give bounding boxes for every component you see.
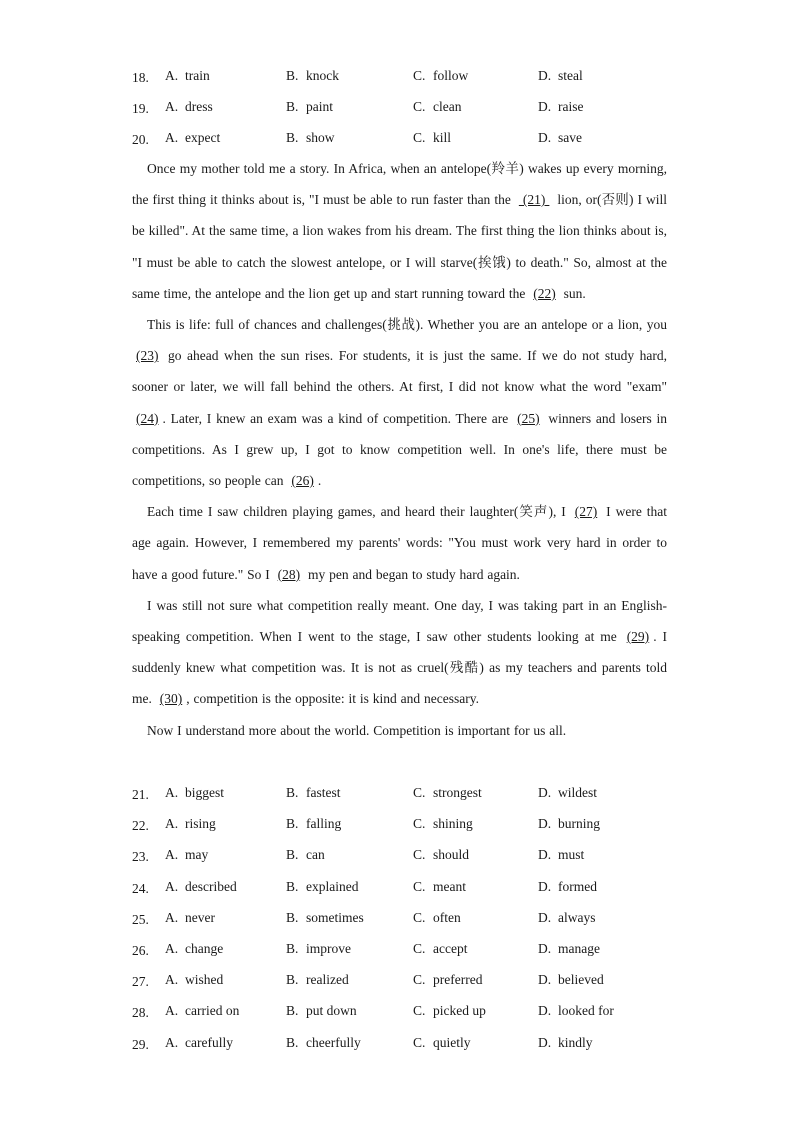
option-letter: C. — [413, 940, 426, 956]
answer-option — [286, 871, 358, 902]
option-text: kill — [433, 130, 452, 146]
blank-21: (21) — [518, 192, 550, 208]
answer-option — [413, 964, 482, 995]
option-text: believed — [558, 972, 604, 988]
option-text: should — [433, 847, 470, 863]
option-letter: D. — [538, 847, 552, 863]
answer-option — [286, 995, 357, 1026]
option-letter: A. — [165, 1003, 179, 1019]
answer-option — [538, 808, 600, 839]
answer-option — [286, 777, 341, 808]
option-letter: D. — [538, 878, 552, 894]
answer-option — [165, 902, 215, 933]
question-row — [132, 871, 667, 902]
option-text: described — [185, 878, 237, 894]
question-number: 29. — [132, 1036, 149, 1052]
option-text: always — [558, 909, 596, 925]
option-letter: A. — [165, 909, 179, 925]
option-letter: D. — [538, 909, 552, 925]
option-letter: C. — [413, 847, 426, 863]
answer-option — [165, 995, 239, 1026]
option-letter: D. — [538, 785, 552, 800]
option-letter: C. — [413, 68, 426, 83]
paragraph-4: I was still not sure what competition really meant. One day, I was taking part in an English-speaking competition. When I went to the stage, I saw other students looking at me (29) . I suddenly knew what competition was. It is not as cruel(残酷) as my teachers and parents told me. (30) , competition is the opposite: it is kind and necessary. — [132, 597, 667, 707]
option-text: paint — [306, 99, 333, 115]
option-letter: C. — [413, 130, 426, 146]
option-letter: C. — [413, 816, 426, 832]
option-letter: D. — [538, 816, 552, 832]
option-letter: A. — [165, 816, 179, 832]
blank-23: (23) — [136, 348, 159, 364]
question-row — [132, 1027, 667, 1058]
option-text: rising — [185, 816, 216, 832]
paragraph-2: This is life: full of chances and challenges(挑战). Whether you are an antelope or a lion, you (23) go ahead when the sun rises. For students, it is just the same. If we do not study hard, sooner or later, we will fall behind the others. At first, I did not know what the word "exam" (24) . Later, I knew an exam was a kind of competition. There are (25) winners and losers in competitions. As I grew up, I got to know competition well. In one's life, there must be competitions, so people can (26) . — [132, 317, 667, 489]
question-row — [132, 839, 667, 870]
answer-option — [413, 777, 482, 808]
answer-option — [286, 91, 333, 122]
option-text: never — [185, 909, 215, 925]
question-number: 26. — [132, 942, 149, 958]
answer-option — [165, 839, 208, 870]
answer-option — [538, 777, 597, 808]
question-row — [132, 933, 667, 964]
option-text: fastest — [306, 785, 341, 800]
answer-option — [413, 902, 461, 933]
answer-option — [413, 60, 468, 91]
option-text: knock — [306, 68, 339, 83]
answer-option — [165, 808, 216, 839]
answer-option — [413, 1027, 471, 1058]
option-text: looked for — [558, 1003, 614, 1019]
option-text: save — [558, 130, 582, 146]
option-letter: D. — [538, 130, 552, 146]
answer-option — [413, 839, 469, 870]
option-letter: A. — [165, 940, 179, 956]
option-letter: B. — [286, 878, 299, 894]
answer-option — [165, 122, 220, 153]
option-text: change — [185, 940, 224, 956]
option-letter: A. — [165, 68, 179, 83]
option-text: picked up — [433, 1003, 486, 1019]
option-letter: A. — [165, 1034, 179, 1050]
answer-option — [165, 1027, 233, 1058]
option-letter: C. — [413, 99, 426, 115]
option-text: wished — [185, 972, 224, 988]
blank-29: (29) — [626, 629, 650, 645]
option-letter: B. — [286, 130, 299, 146]
option-text: raise — [558, 99, 584, 115]
option-text: clean — [433, 99, 462, 115]
question-number: 18. — [132, 70, 149, 85]
blank-30: (30) — [159, 691, 183, 707]
option-letter: B. — [286, 1003, 299, 1019]
answer-option — [286, 933, 351, 964]
answer-option — [165, 964, 223, 995]
question-number: 21. — [132, 787, 149, 802]
answer-option — [413, 871, 466, 902]
option-text: meant — [433, 878, 466, 894]
option-text: preferred — [433, 972, 483, 988]
option-text: show — [306, 130, 335, 146]
option-letter: C. — [413, 785, 426, 800]
option-text: dress — [185, 99, 213, 115]
option-letter: B. — [286, 972, 299, 988]
option-text: shining — [433, 816, 473, 832]
question-row — [132, 122, 667, 153]
option-text: expect — [185, 130, 221, 146]
option-text: quietly — [433, 1034, 471, 1050]
paragraph-3: Each time I saw children playing games, and heard their laughter(笑声), I (27) I were that age again. However, I remembered my parents' words: "You must work very hard in order to have a good future." So I (28) my pen and began to study hard again. — [132, 504, 668, 582]
option-letter: C. — [413, 909, 426, 925]
paragraph-1: Once my mother told me a story. In Africa, when an antelope(羚羊) wakes up every morning, the first thing it thinks about is, "I must be able to run faster than the (21) lion, or(否则) I will be killed". At the same time, a lion wakes from his dream. The first thing the lion thinks about is, "I must be able to catch the slowest antelope, or I will starve(挨饿) to death." So, almost at the same time, the antelope and the lion get up and start running toward the (22) sun. — [132, 161, 667, 301]
blank-27: (27) — [574, 504, 598, 520]
answer-option — [286, 122, 335, 153]
blank-26: (26) — [291, 473, 314, 489]
option-text: cheerfully — [306, 1034, 361, 1050]
option-text: carried on — [185, 1003, 240, 1019]
answer-option — [538, 839, 584, 870]
answer-option — [286, 839, 325, 870]
question-list-bottom — [132, 777, 667, 1058]
answer-option — [538, 91, 583, 122]
answer-option — [286, 808, 341, 839]
answer-option — [286, 1027, 361, 1058]
option-letter: C. — [413, 1034, 426, 1050]
option-text: often — [433, 909, 461, 925]
option-text: explained — [306, 878, 359, 894]
option-text: may — [185, 847, 209, 863]
answer-option — [538, 964, 604, 995]
question-number: 25. — [132, 911, 149, 927]
option-text: can — [306, 847, 325, 863]
option-letter: A. — [165, 130, 179, 146]
answer-option — [165, 777, 224, 808]
question-row — [132, 91, 667, 122]
option-text: realized — [306, 972, 349, 988]
option-text: strongest — [433, 785, 482, 800]
question-number: 22. — [132, 818, 149, 834]
answer-option — [413, 122, 451, 153]
option-letter: A. — [165, 99, 179, 115]
answer-option — [413, 995, 486, 1026]
option-letter: B. — [286, 940, 299, 956]
option-text: must — [558, 847, 585, 863]
option-letter: B. — [286, 68, 299, 83]
question-row — [132, 902, 667, 933]
answer-option — [286, 964, 349, 995]
option-letter: A. — [165, 847, 179, 863]
option-letter: B. — [286, 816, 299, 832]
question-number: 19. — [132, 101, 149, 117]
answer-option — [286, 902, 364, 933]
option-text: wildest — [558, 785, 597, 800]
question-number: 23. — [132, 849, 149, 865]
question-number: 27. — [132, 974, 149, 990]
option-letter: C. — [413, 878, 426, 894]
answer-option — [413, 933, 467, 964]
answer-option — [413, 91, 461, 122]
option-letter: D. — [538, 68, 552, 83]
option-text: follow — [433, 68, 469, 83]
option-letter: D. — [538, 940, 552, 956]
answer-option — [538, 60, 583, 91]
option-letter: B. — [286, 99, 299, 115]
option-text: train — [185, 68, 210, 83]
answer-option — [538, 1027, 593, 1058]
blank-28: (28) — [277, 566, 301, 582]
option-letter: A. — [165, 785, 179, 800]
option-text: kindly — [558, 1034, 593, 1050]
cloze-passage — [132, 153, 667, 746]
option-text: falling — [306, 816, 342, 832]
question-number: 24. — [132, 880, 149, 896]
blank-22: (22) — [533, 285, 556, 301]
answer-option — [165, 933, 223, 964]
option-letter: D. — [538, 1034, 552, 1050]
question-row — [132, 808, 667, 839]
answer-option — [538, 122, 582, 153]
option-letter: C. — [413, 1003, 426, 1019]
answer-option — [413, 808, 473, 839]
answer-option — [538, 871, 597, 902]
answer-option — [538, 995, 614, 1026]
question-list-top — [132, 60, 667, 154]
answer-option — [165, 871, 237, 902]
option-text: manage — [558, 940, 600, 956]
option-text: improve — [306, 940, 351, 956]
option-text: put down — [306, 1003, 357, 1019]
option-text: burning — [558, 816, 600, 832]
option-text: carefully — [185, 1034, 233, 1050]
question-number: 28. — [132, 1005, 149, 1021]
option-text: accept — [433, 940, 468, 956]
question-number: 20. — [132, 132, 149, 148]
option-letter: B. — [286, 785, 299, 800]
option-letter: A. — [165, 878, 179, 894]
answer-option — [286, 60, 339, 91]
option-letter: D. — [538, 972, 552, 988]
answer-option — [538, 902, 596, 933]
paragraph-5: Now I understand more about the world. Competition is important for us all. — [147, 722, 567, 738]
option-text: sometimes — [306, 909, 364, 925]
option-letter: B. — [286, 1034, 299, 1050]
option-text: steal — [558, 68, 583, 83]
answer-option — [165, 60, 210, 91]
option-letter: D. — [538, 99, 552, 115]
question-row — [132, 60, 667, 91]
option-letter: D. — [538, 1003, 552, 1019]
answer-option — [165, 91, 213, 122]
option-letter: B. — [286, 847, 299, 863]
answer-option — [538, 933, 600, 964]
question-row — [132, 777, 667, 808]
option-letter: A. — [165, 972, 179, 988]
blank-24: (24) — [136, 410, 159, 426]
question-row — [132, 964, 667, 995]
question-row — [132, 995, 667, 1026]
option-letter: C. — [413, 972, 426, 988]
option-text: formed — [558, 878, 597, 894]
blank-25: (25) — [517, 410, 540, 426]
option-letter: B. — [286, 909, 299, 925]
option-text: biggest — [185, 785, 224, 800]
